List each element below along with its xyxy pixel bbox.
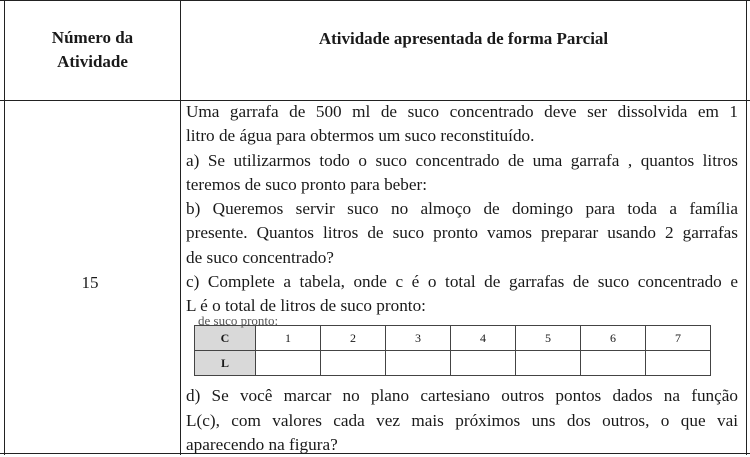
- table-row-l: [195, 350, 711, 375]
- cropped-text: de suco pronto:: [198, 312, 279, 328]
- right-border: [746, 0, 747, 455]
- question-d-line-1: d) Se você marcar no plano cartesiano outros pontos dados na função: [186, 386, 738, 406]
- question-a-line-2: teremos de suco pronto para beber:: [186, 174, 428, 194]
- table-cell: 7: [646, 325, 711, 350]
- question-b-line-2: presente. Quantos litros de suco pronto vamos preparar usando 2 garrafas: [186, 223, 738, 243]
- question-b-line-3: de suco concentrado?: [186, 247, 334, 267]
- question-d-line-2: L(c), com valores cada vez mais próximos uns dos outros, o que vai: [186, 410, 738, 430]
- header-activity-number-line1: Número da: [51, 28, 134, 47]
- cropped-text-fragment: [186, 312, 738, 328]
- table-cell: [581, 350, 646, 375]
- question-a-line-1: a) Se utilizarmos todo o suco concentrado de uma garrafa , quantos litros: [186, 150, 738, 170]
- table-cell: 4: [451, 325, 516, 350]
- activity-number: 15: [81, 273, 99, 292]
- table-cell: 6: [581, 325, 646, 350]
- table-cell: [451, 350, 516, 375]
- table-cell: 2: [321, 325, 386, 350]
- table-cell: [321, 350, 386, 375]
- table-cell: [256, 350, 321, 375]
- table-cell: 1: [256, 325, 321, 350]
- activity-content: [186, 100, 738, 457]
- question-c-line-1: c) Complete a tabela, onde c é o total de garrafas de suco concentrado e: [186, 272, 738, 292]
- intro-line-1: Uma garrafa de 500 ml de suco concentrado deve ser dissolvida em 1: [186, 102, 738, 121]
- header-activity-number: [5, 22, 180, 78]
- header-activity-description: Atividade apresentada de forma Parcial: [318, 29, 609, 48]
- question-c-line-2: L é o total de litros de suco pronto:: [186, 296, 426, 316]
- header-activity-number-line2: Atividade: [57, 52, 128, 71]
- table-cell: 5: [516, 325, 581, 350]
- table-cell: [386, 350, 451, 375]
- table-cell: [516, 350, 581, 375]
- column-divider: [180, 0, 181, 455]
- table-cell: C: [195, 325, 256, 350]
- table-cell: 3: [386, 325, 451, 350]
- top-border: [0, 0, 750, 1]
- intro-line-2: litro de água para obtermos um suco reconstituído.: [186, 126, 535, 146]
- table-cell: [646, 350, 711, 375]
- question-d-line-3: aparecendo na figura?: [186, 434, 338, 454]
- table-cell: L: [195, 350, 256, 375]
- question-b-line-1: b) Queremos servir suco no almoço de domingo para toda a família: [186, 199, 738, 219]
